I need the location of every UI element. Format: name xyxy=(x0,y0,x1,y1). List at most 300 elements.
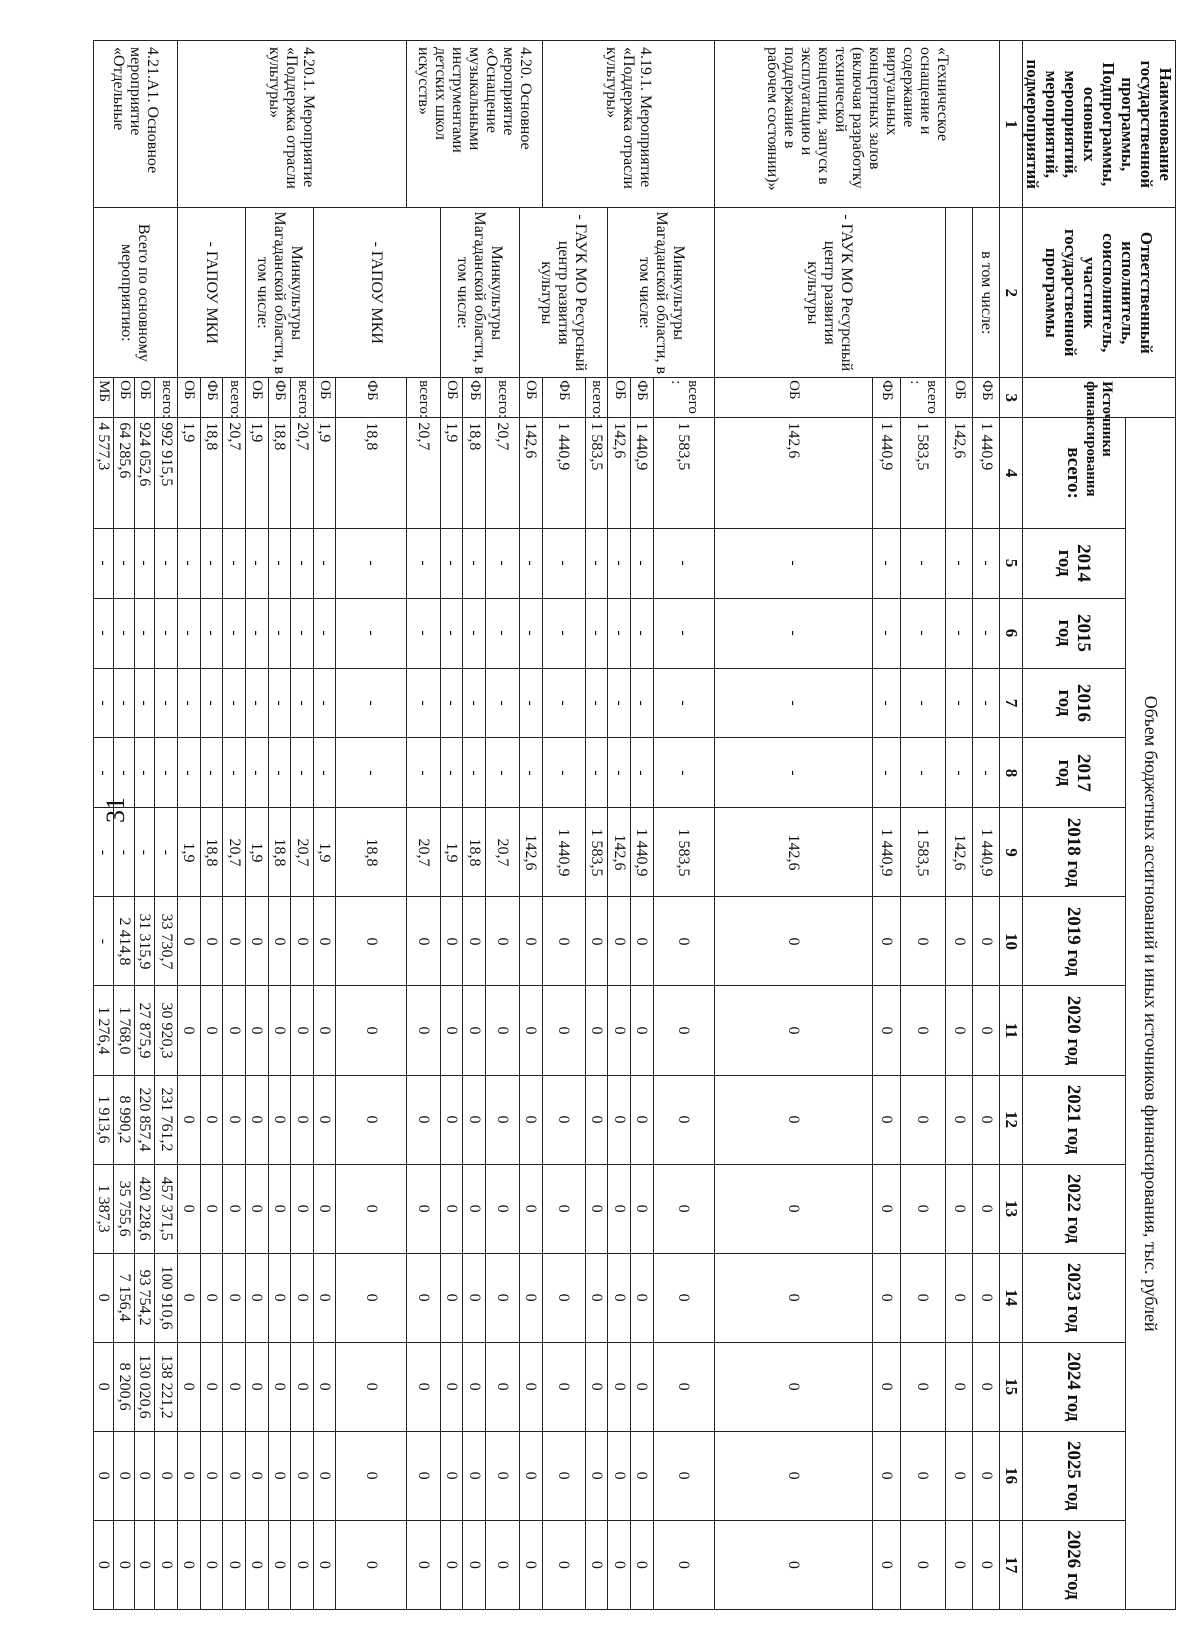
year-amount-cell: 0 xyxy=(406,986,440,1075)
executor-cell: - ГАПОУ МКИ xyxy=(177,208,245,378)
year-amount-cell: 0 xyxy=(291,1431,314,1520)
year-amount-cell: 0 xyxy=(200,1520,223,1609)
year-amount-cell: 0 xyxy=(585,1075,608,1164)
funding-source-cell: ФБ xyxy=(200,378,223,418)
year-amount-cell: 0 xyxy=(134,1520,154,1609)
year-amount-cell: 0 xyxy=(200,897,223,986)
year-amount-cell: 0 xyxy=(245,897,268,986)
year-amount-cell: - xyxy=(463,668,486,738)
year-amount-cell: 0 xyxy=(94,1342,114,1431)
year-amount-cell: 0 xyxy=(177,1075,200,1164)
year-amount-cell: - xyxy=(177,668,200,738)
total-amount-cell: 1 440,9 xyxy=(973,418,1000,528)
year-amount-cell: 0 xyxy=(585,1253,608,1342)
year-amount-cell: - xyxy=(114,598,134,668)
year-amount-cell: 0 xyxy=(268,986,291,1075)
table-body xyxy=(94,41,1023,1610)
rotated-page xyxy=(95,40,1176,1610)
year-amount-cell: - xyxy=(714,528,873,598)
year-amount-cell: - xyxy=(114,528,134,598)
year-amount-cell: - xyxy=(223,598,246,668)
year-amount-cell: - xyxy=(440,738,463,808)
year-amount-cell: - xyxy=(608,598,631,668)
year-amount-cell: - xyxy=(313,668,336,738)
year-amount-cell: - xyxy=(714,598,873,668)
year-amount-cell: - xyxy=(945,598,972,668)
funding-source-cell: ФБ xyxy=(873,378,900,418)
year-amount-cell: 0 xyxy=(223,986,246,1075)
executor-cell: Минкультуры Магаданской области, в том числе: xyxy=(440,208,519,378)
funding-source-cell: ФБ xyxy=(268,378,291,418)
year-amount-cell: 0 xyxy=(608,1342,631,1431)
year-amount-cell: 1 583,5 xyxy=(900,808,945,897)
year-amount-cell: - xyxy=(291,668,314,738)
year-amount-cell: 0 xyxy=(608,1164,631,1253)
year-amount-cell: 0 xyxy=(245,1075,268,1164)
year-amount-cell: - xyxy=(631,598,654,668)
year-amount-cell: - xyxy=(873,738,900,808)
executor-cell: - ГАУК МО Ресурсный центр развития культуры xyxy=(714,208,945,378)
year-amount-cell: 100 910,6 xyxy=(155,1253,178,1342)
year-amount-cell: 138 221,2 xyxy=(155,1342,178,1431)
year-amount-cell: - xyxy=(94,738,114,808)
year-amount-cell: 0 xyxy=(245,986,268,1075)
funding-source-cell: всего : xyxy=(900,378,945,418)
total-amount-cell: 1 583,5 xyxy=(653,418,714,528)
table-row xyxy=(155,41,178,1610)
year-amount-cell: 0 xyxy=(177,1342,200,1431)
year-amount-cell: 18,8 xyxy=(200,808,223,897)
year-amount-cell: 0 xyxy=(631,897,654,986)
header-year: 2023 год xyxy=(1023,1253,1126,1342)
year-amount-cell: - xyxy=(973,528,1000,598)
year-amount-cell: - xyxy=(155,668,178,738)
year-amount-cell: 0 xyxy=(223,1164,246,1253)
year-amount-cell: 0 xyxy=(900,1520,945,1609)
year-amount-cell: - xyxy=(973,738,1000,808)
year-amount-cell: 0 xyxy=(608,1520,631,1609)
year-amount-cell: 142,6 xyxy=(714,808,873,897)
year-amount-cell: 0 xyxy=(114,1431,134,1520)
table-row xyxy=(900,41,945,1610)
year-amount-cell: - xyxy=(134,668,154,738)
year-amount-cell: 0 xyxy=(520,897,543,986)
program-name-cell: 4.19.1. Мероприятие «Поддержка отрасли культуры» xyxy=(542,41,714,208)
year-amount-cell: 31 315,9 xyxy=(134,897,154,986)
year-amount-cell: 0 xyxy=(463,1253,486,1342)
year-amount-cell: 0 xyxy=(945,1342,972,1431)
year-amount-cell: 0 xyxy=(973,1164,1000,1253)
year-amount-cell: - xyxy=(440,598,463,668)
year-amount-cell: 8 200,6 xyxy=(114,1342,134,1431)
total-amount-cell: 1 440,9 xyxy=(631,418,654,528)
year-amount-cell: 0 xyxy=(268,1431,291,1520)
year-amount-cell: 0 xyxy=(873,986,900,1075)
year-amount-cell: 0 xyxy=(336,1164,406,1253)
year-amount-cell: 0 xyxy=(463,986,486,1075)
year-amount-cell: 0 xyxy=(406,897,440,986)
year-amount-cell: 1 440,9 xyxy=(873,808,900,897)
year-amount-cell: 0 xyxy=(973,1431,1000,1520)
funding-source-cell: ФБ xyxy=(973,378,1000,418)
year-amount-cell: 0 xyxy=(268,1253,291,1342)
funding-source-cell: всего: xyxy=(155,378,178,418)
year-amount-cell: 0 xyxy=(200,986,223,1075)
year-amount-cell: - xyxy=(463,738,486,808)
header-total: всего: xyxy=(1023,418,1126,528)
header-year: 2025 год xyxy=(1023,1431,1126,1520)
total-amount-cell: 142,6 xyxy=(945,418,972,528)
total-amount-cell: 1,9 xyxy=(440,418,463,528)
year-amount-cell: - xyxy=(486,668,520,738)
year-amount-cell: - xyxy=(336,668,406,738)
year-amount-cell: 0 xyxy=(542,1075,585,1164)
funding-source-cell: ОБ xyxy=(714,378,873,418)
year-amount-cell: 0 xyxy=(486,1520,520,1609)
year-amount-cell: - xyxy=(873,598,900,668)
total-amount-cell: 20,7 xyxy=(291,418,314,528)
year-amount-cell: 0 xyxy=(631,1342,654,1431)
year-amount-cell: 0 xyxy=(714,897,873,986)
year-amount-cell: - xyxy=(440,528,463,598)
year-amount-cell: - xyxy=(406,598,440,668)
funding-source-cell: ОБ xyxy=(520,378,543,418)
total-amount-cell: 20,7 xyxy=(406,418,440,528)
year-amount-cell: 0 xyxy=(177,1164,200,1253)
year-amount-cell: - xyxy=(608,528,631,598)
executor-cell: - ГАПОУ МКИ xyxy=(313,208,440,378)
year-amount-cell: 0 xyxy=(714,986,873,1075)
year-amount-cell: 0 xyxy=(440,986,463,1075)
year-amount-cell: 35 755,6 xyxy=(114,1164,134,1253)
year-amount-cell: 1,9 xyxy=(440,808,463,897)
year-amount-cell: - xyxy=(155,808,178,897)
financing-table xyxy=(93,40,1176,1610)
year-amount-cell: 0 xyxy=(291,1253,314,1342)
year-amount-cell: 0 xyxy=(900,1253,945,1342)
year-amount-cell: 0 xyxy=(200,1164,223,1253)
year-amount-cell: - xyxy=(520,668,543,738)
year-amount-cell: 0 xyxy=(268,1520,291,1609)
year-amount-cell: 0 xyxy=(520,1431,543,1520)
total-amount-cell: 18,8 xyxy=(268,418,291,528)
header-col3: Источники финансирования xyxy=(1023,378,1176,418)
year-amount-cell: - xyxy=(585,598,608,668)
year-amount-cell: 0 xyxy=(291,1075,314,1164)
column-number: 6 xyxy=(1000,598,1023,668)
year-amount-cell: - xyxy=(714,738,873,808)
year-amount-cell: 0 xyxy=(631,1075,654,1164)
column-number: 1 xyxy=(1000,41,1023,208)
year-amount-cell: 0 xyxy=(585,1520,608,1609)
year-amount-cell: - xyxy=(291,598,314,668)
funding-source-cell: МБ xyxy=(94,378,114,418)
funding-source-cell: ОБ xyxy=(114,378,134,418)
total-amount-cell: 142,6 xyxy=(714,418,873,528)
year-amount-cell: 0 xyxy=(291,1342,314,1431)
year-amount-cell: 0 xyxy=(520,986,543,1075)
year-amount-cell: - xyxy=(200,738,223,808)
year-amount-cell: 0 xyxy=(585,986,608,1075)
year-amount-cell: 1,9 xyxy=(245,808,268,897)
year-amount-cell: 0 xyxy=(336,1520,406,1609)
year-amount-cell: 1 440,9 xyxy=(542,808,585,897)
year-amount-cell: 0 xyxy=(486,1253,520,1342)
year-amount-cell: - xyxy=(631,668,654,738)
year-amount-cell: 0 xyxy=(223,1431,246,1520)
table-row xyxy=(291,41,314,1610)
total-amount-cell: 18,8 xyxy=(200,418,223,528)
column-number: 16 xyxy=(1000,1431,1023,1520)
table-row xyxy=(653,41,714,1610)
year-amount-cell: 0 xyxy=(520,1253,543,1342)
year-amount-cell: - xyxy=(313,738,336,808)
year-amount-cell: - xyxy=(608,668,631,738)
column-number: 13 xyxy=(1000,1164,1023,1253)
year-amount-cell: 0 xyxy=(608,986,631,1075)
year-amount-cell: 0 xyxy=(900,1075,945,1164)
year-amount-cell: 20,7 xyxy=(406,808,440,897)
column-number: 7 xyxy=(1000,668,1023,738)
year-amount-cell: - xyxy=(542,738,585,808)
year-amount-cell: 0 xyxy=(873,1253,900,1342)
year-amount-cell: 0 xyxy=(653,1342,714,1431)
year-amount-cell: 1 583,5 xyxy=(585,808,608,897)
year-amount-cell: 0 xyxy=(608,1075,631,1164)
year-amount-cell: - xyxy=(900,668,945,738)
header-year: 2024 год xyxy=(1023,1342,1126,1431)
funding-source-cell: всего : xyxy=(653,378,714,418)
year-amount-cell: - xyxy=(585,668,608,738)
year-amount-cell: 0 xyxy=(873,897,900,986)
program-name-cell: 4.20. Основное мероприятие «Оснащение музыкальными инструментами детских школ искусств» xyxy=(406,41,542,208)
year-amount-cell: 0 xyxy=(486,1075,520,1164)
year-amount-cell: - xyxy=(973,598,1000,668)
executor-cell: Всего по основному мероприятию: xyxy=(94,208,178,378)
year-amount-cell: - xyxy=(336,598,406,668)
year-amount-cell: 0 xyxy=(406,1342,440,1431)
funding-source-cell: ОБ xyxy=(945,378,972,418)
year-amount-cell: 142,6 xyxy=(945,808,972,897)
year-amount-cell: 0 xyxy=(653,1520,714,1609)
year-amount-cell: - xyxy=(608,738,631,808)
year-amount-cell: 0 xyxy=(653,1253,714,1342)
funding-source-cell: ОБ xyxy=(440,378,463,418)
header-volume: Объем бюджетных ассигнований и иных источников финансирования, тыс. рублей xyxy=(1125,418,1175,1610)
year-amount-cell: - xyxy=(177,738,200,808)
program-name-cell: 4.21.А1. Основное мероприятие «Отдельные xyxy=(94,41,178,208)
year-amount-cell: 0 xyxy=(486,1164,520,1253)
year-amount-cell: - xyxy=(486,738,520,808)
year-amount-cell: 0 xyxy=(313,897,336,986)
year-amount-cell: 0 xyxy=(520,1342,543,1431)
year-amount-cell: 0 xyxy=(608,1431,631,1520)
header-col1: Наименование государственной программы, Подпрограммы, основных мероприятий, мероприятий, подмероприятий xyxy=(1023,41,1176,208)
executor-cell: - ГАУК МО Ресурсный центр развития культуры xyxy=(520,208,608,378)
year-amount-cell: 0 xyxy=(486,897,520,986)
year-amount-cell: 0 xyxy=(223,1075,246,1164)
year-amount-cell: - xyxy=(653,668,714,738)
total-amount-cell: 20,7 xyxy=(223,418,246,528)
header-year: 2014 год xyxy=(1023,528,1126,598)
year-amount-cell: 0 xyxy=(313,1253,336,1342)
year-amount-cell: 0 xyxy=(945,1075,972,1164)
year-amount-cell: 0 xyxy=(291,986,314,1075)
total-amount-cell: 1,9 xyxy=(177,418,200,528)
year-amount-cell: 0 xyxy=(520,1075,543,1164)
header-year: 2018 год xyxy=(1023,808,1126,897)
year-amount-cell: 0 xyxy=(313,1164,336,1253)
year-amount-cell: 0 xyxy=(463,1342,486,1431)
funding-source-cell: ОБ xyxy=(177,378,200,418)
total-amount-cell: 18,8 xyxy=(463,418,486,528)
year-amount-cell: - xyxy=(94,668,114,738)
year-amount-cell: - xyxy=(520,738,543,808)
year-amount-cell: 0 xyxy=(973,1520,1000,1609)
year-amount-cell: 0 xyxy=(653,1164,714,1253)
year-amount-cell: 0 xyxy=(155,1431,178,1520)
year-amount-cell: - xyxy=(900,598,945,668)
funding-source-cell: ФБ xyxy=(463,378,486,418)
year-amount-cell: 0 xyxy=(336,1431,406,1520)
year-amount-cell: 0 xyxy=(714,1075,873,1164)
year-amount-cell: 0 xyxy=(973,1342,1000,1431)
column-number: 8 xyxy=(1000,738,1023,808)
year-amount-cell: 0 xyxy=(440,1431,463,1520)
year-amount-cell: 0 xyxy=(177,1520,200,1609)
column-number: 5 xyxy=(1000,528,1023,598)
year-amount-cell: - xyxy=(336,528,406,598)
year-amount-cell: 0 xyxy=(542,1164,585,1253)
year-amount-cell: - xyxy=(973,668,1000,738)
year-amount-cell: - xyxy=(945,668,972,738)
year-amount-cell: - xyxy=(155,598,178,668)
year-amount-cell: 0 xyxy=(440,897,463,986)
year-amount-cell: - xyxy=(486,528,520,598)
year-amount-cell: - xyxy=(94,808,114,897)
year-amount-cell: 0 xyxy=(223,1520,246,1609)
year-amount-cell: 0 xyxy=(973,897,1000,986)
year-amount-cell: 0 xyxy=(440,1342,463,1431)
year-amount-cell: - xyxy=(134,808,154,897)
year-amount-cell: - xyxy=(223,528,246,598)
year-amount-cell: - xyxy=(945,738,972,808)
year-amount-cell: 0 xyxy=(291,1164,314,1253)
year-amount-cell: 0 xyxy=(223,897,246,986)
year-amount-cell: 0 xyxy=(406,1520,440,1609)
header-col2: Ответственный исполнитель, соисполнитель, участник государственной программы xyxy=(1023,208,1176,378)
year-amount-cell: - xyxy=(714,668,873,738)
total-amount-cell: 1,9 xyxy=(245,418,268,528)
year-amount-cell: - xyxy=(268,598,291,668)
year-amount-cell: 0 xyxy=(245,1164,268,1253)
funding-source-cell: ФБ xyxy=(542,378,585,418)
total-amount-cell: 20,7 xyxy=(486,418,520,528)
year-amount-cell: - xyxy=(653,738,714,808)
executor-cell: Минкультуры Магаданской области, в том числе: xyxy=(245,208,313,378)
year-amount-cell: 0 xyxy=(440,1520,463,1609)
funding-source-cell: всего: xyxy=(291,378,314,418)
year-amount-cell: 0 xyxy=(873,1431,900,1520)
total-amount-cell: 1,9 xyxy=(313,418,336,528)
year-amount-cell: 0 xyxy=(463,1520,486,1609)
total-amount-cell: 1 583,5 xyxy=(585,418,608,528)
year-amount-cell: 93 754,2 xyxy=(134,1253,154,1342)
year-amount-cell: 2 414,8 xyxy=(114,897,134,986)
year-amount-cell: 0 xyxy=(900,1342,945,1431)
table-row xyxy=(406,41,440,1610)
year-amount-cell: - xyxy=(313,598,336,668)
header-year: 2020 год xyxy=(1023,986,1126,1075)
year-amount-cell: 0 xyxy=(291,897,314,986)
year-amount-cell: 0 xyxy=(945,1164,972,1253)
year-amount-cell: 0 xyxy=(313,1075,336,1164)
year-amount-cell: - xyxy=(200,668,223,738)
year-amount-cell: 20,7 xyxy=(223,808,246,897)
year-amount-cell: 0 xyxy=(336,986,406,1075)
year-amount-cell: 30 920,3 xyxy=(155,986,178,1075)
year-amount-cell: 0 xyxy=(134,1431,154,1520)
year-amount-cell: - xyxy=(155,738,178,808)
year-amount-cell: 0 xyxy=(542,897,585,986)
year-amount-cell: 0 xyxy=(542,1431,585,1520)
year-amount-cell: - xyxy=(200,598,223,668)
funding-source-cell: всего: xyxy=(585,378,608,418)
column-number: 14 xyxy=(1000,1253,1023,1342)
year-amount-cell: 0 xyxy=(406,1431,440,1520)
year-amount-cell: - xyxy=(542,668,585,738)
year-amount-cell: 0 xyxy=(245,1520,268,1609)
header-year: 2015 год xyxy=(1023,598,1126,668)
year-amount-cell: - xyxy=(406,668,440,738)
year-amount-cell: 0 xyxy=(94,1253,114,1342)
column-number: 11 xyxy=(1000,986,1023,1075)
year-amount-cell: 457 371,5 xyxy=(155,1164,178,1253)
funding-source-cell: всего: xyxy=(406,378,440,418)
year-amount-cell: - xyxy=(336,738,406,808)
funding-source-cell: ОБ xyxy=(134,378,154,418)
year-amount-cell: - xyxy=(223,738,246,808)
year-amount-cell: 0 xyxy=(155,1520,178,1609)
column-number: 2 xyxy=(1000,208,1023,378)
table-row xyxy=(486,41,520,1610)
year-amount-cell: - xyxy=(268,528,291,598)
year-amount-cell: - xyxy=(94,528,114,598)
year-amount-cell: 0 xyxy=(873,1164,900,1253)
year-amount-cell: 18,8 xyxy=(268,808,291,897)
year-amount-cell: 0 xyxy=(463,1431,486,1520)
year-amount-cell: - xyxy=(177,598,200,668)
year-amount-cell: - xyxy=(585,738,608,808)
year-amount-cell: 0 xyxy=(900,1164,945,1253)
year-amount-cell: 0 xyxy=(542,1342,585,1431)
year-amount-cell: 130 020,6 xyxy=(134,1342,154,1431)
year-amount-cell: 18,8 xyxy=(336,808,406,897)
year-amount-cell: 0 xyxy=(973,986,1000,1075)
year-amount-cell: 0 xyxy=(313,1342,336,1431)
funding-source-cell: ОБ xyxy=(608,378,631,418)
year-amount-cell: 0 xyxy=(336,1342,406,1431)
header-year: 2016 год xyxy=(1023,668,1126,738)
year-amount-cell: 1 440,9 xyxy=(631,808,654,897)
funding-source-cell: ФБ xyxy=(336,378,406,418)
header-year: 2021 год xyxy=(1023,1075,1126,1164)
year-amount-cell: - xyxy=(245,738,268,808)
year-amount-cell: 1 583,5 xyxy=(653,808,714,897)
year-amount-cell: - xyxy=(873,528,900,598)
year-amount-cell: 0 xyxy=(945,1253,972,1342)
year-amount-cell: - xyxy=(520,598,543,668)
